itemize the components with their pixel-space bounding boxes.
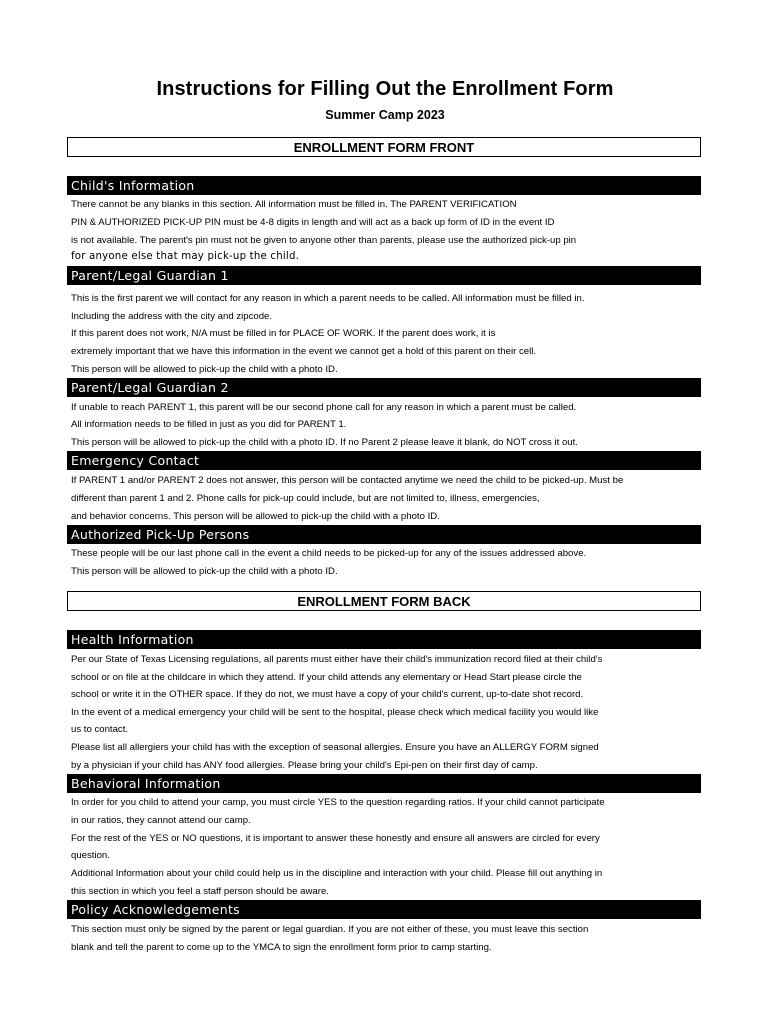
emergency-line: If PARENT 1 and/or PARENT 2 does not answer, this person will be contacted anytime we need the child to be picked-up. Must be — [71, 475, 624, 486]
health-line: school or write it in the OTHER space. If they do not, we must have a copy of your child's current, up-to-date shot record. — [71, 689, 584, 700]
front-section-heading: ENROLLMENT FORM FRONT — [67, 137, 701, 157]
parent1-line: If this parent does not work, N/A must be filled in for PLACE OF WORK. If the parent does work, it is — [71, 328, 496, 339]
health-line: school or on file at the childcare in which they attend. If your child attends any elementary or Head Start please circle the — [71, 672, 582, 683]
health-information-heading: Health Information — [67, 630, 701, 649]
emergency-contact-heading: Emergency Contact — [67, 451, 701, 470]
parent1-heading: Parent/Legal Guardian 1 — [67, 266, 701, 285]
behavioral-information-heading: Behavioral Information — [67, 774, 701, 793]
parent1-line: This is the first parent we will contact for any reason in which a parent needs to be called. All information must be filled in. — [71, 293, 585, 304]
behavioral-line: in our ratios, they cannot attend our camp. — [71, 815, 251, 826]
behavioral-line: this section in which you feel a staff person should be aware. — [71, 886, 329, 897]
parent2-line: All information needs to be filled in just as you did for PARENT 1. — [71, 419, 347, 430]
document-title: Instructions for Filling Out the Enrollment Form — [156, 78, 614, 100]
behavioral-line: Additional Information about your child could help us in the discipline and interaction with your child. Please fill out anything in — [71, 868, 603, 879]
health-line: by a physician if your child has ANY food allergies. Please bring your child's Epi-pen on their first day of camp. — [71, 760, 538, 771]
emergency-line: and behavior concerns. This person will be allowed to pick-up the child with a photo ID. — [71, 511, 440, 522]
parent2-line: This person will be allowed to pick-up the child with a photo ID. If no Parent 2 please leave it blank, do NOT cross it out. — [71, 437, 578, 448]
parent1-line: extremely important that we have this information in the event we cannot get a hold of this parent on their cell. — [71, 346, 537, 357]
behavioral-line: In order for you child to attend your camp, you must circle YES to the question regarding ratios. If your child cannot participate — [71, 797, 605, 808]
child-info-line: There cannot be any blanks in this section. All information must be filled in. The PARENT VERIFICATION — [71, 199, 517, 210]
child-info-line: for anyone else that may pick-up the child. — [71, 251, 300, 262]
health-line: Per our State of Texas Licensing regulations, all parents must either have their child's immunization record filed at their child's — [71, 654, 603, 665]
parent1-line: This person will be allowed to pick-up the child with a photo ID. — [71, 364, 338, 375]
pickup-line: This person will be allowed to pick-up the child with a photo ID. — [71, 566, 338, 577]
pickup-line: These people will be our last phone call in the event a child needs to be picked-up for any of the issues addressed above. — [71, 548, 587, 559]
child-information-heading: Child's Information — [67, 176, 701, 195]
emergency-line: different than parent 1 and 2. Phone calls for pick-up could include, but are not limited to, illness, emergencies, — [71, 493, 540, 504]
policy-line: This section must only be signed by the parent or legal guardian. If you are not either of these, you must leave this section — [71, 924, 589, 935]
policy-acknowledgements-heading: Policy Acknowledgements — [67, 900, 701, 919]
behavioral-line: For the rest of the YES or NO questions, it is important to answer these honestly and ensure all answers are circled for every — [71, 833, 600, 844]
health-line: In the event of a medical emergency your child will be sent to the hospital, please check which medical facility you would like — [71, 707, 599, 718]
authorized-pickup-heading: Authorized Pick-Up Persons — [67, 525, 701, 544]
child-info-line: is not available. The parent's pin must not be given to anyone other than parents, please use the authorized pick-up pin — [71, 235, 577, 246]
back-section-heading: ENROLLMENT FORM BACK — [67, 591, 701, 611]
behavioral-line: question. — [71, 850, 110, 861]
child-info-line: PIN & AUTHORIZED PICK-UP PIN must be 4-8 digits in length and will act as a back up form of ID in the event ID — [71, 217, 555, 228]
policy-line: blank and tell the parent to come up to the YMCA to sign the enrollment form prior to camp starting. — [71, 942, 492, 953]
parent2-line: If unable to reach PARENT 1, this parent will be our second phone call for any reason in which a parent must be called. — [71, 402, 577, 413]
document-subtitle: Summer Camp 2023 — [325, 108, 445, 122]
parent1-line: Including the address with the city and zipcode. — [71, 311, 273, 322]
parent2-heading: Parent/Legal Guardian 2 — [67, 378, 701, 397]
health-line: us to contact. — [71, 724, 129, 735]
health-line: Please list all allergiers your child has with the exception of seasonal allergies. Ensure you have an ALLERGY FORM signed — [71, 742, 599, 753]
